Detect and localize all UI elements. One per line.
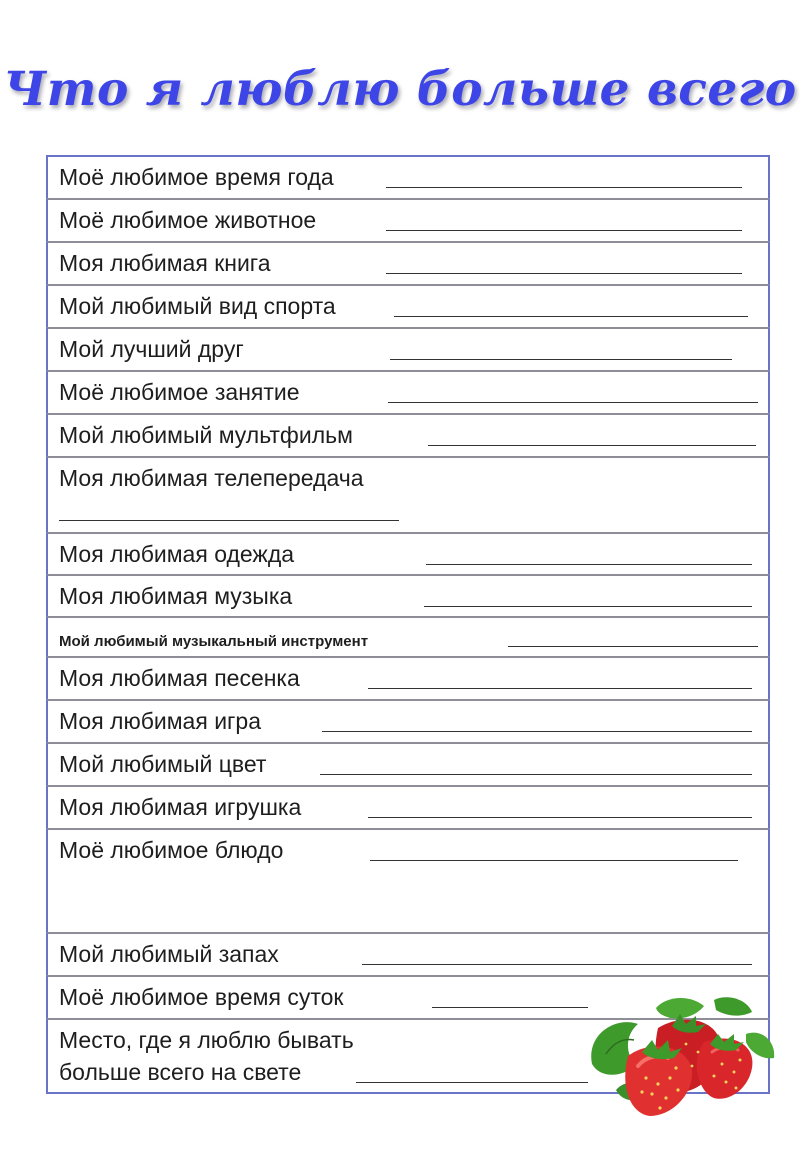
row-cartoon	[46, 413, 770, 456]
page-title: Что я люблю больше всего	[3, 62, 797, 117]
row-label: Мой лучший друг	[59, 336, 244, 362]
row-label: Мой любимый мультфильм	[59, 422, 353, 448]
row-dish	[46, 828, 770, 932]
answer-line[interactable]	[368, 688, 752, 689]
row-label: Мой любимый запах	[59, 941, 279, 967]
answer-line[interactable]	[388, 402, 758, 403]
strawberry-icon	[586, 994, 778, 1118]
row-sport	[46, 284, 770, 327]
row-label: Моя любимая одежда	[59, 541, 295, 567]
answer-line[interactable]	[426, 564, 752, 565]
row-smell	[46, 932, 770, 975]
row-label: Моё любимое время суток	[59, 984, 344, 1010]
row-label: Моё любимое время года	[59, 164, 334, 190]
row-label-line1: Место, где я люблю бывать	[59, 1027, 354, 1053]
answer-line[interactable]	[356, 1082, 588, 1083]
answer-line[interactable]	[370, 860, 738, 861]
answer-line[interactable]	[428, 445, 756, 446]
row-friend	[46, 327, 770, 370]
row-instrument	[46, 616, 770, 656]
row-label: Мой любимый вид спорта	[59, 293, 336, 319]
row-label: Мой любимый музыкальный инструмент	[59, 633, 369, 650]
row-label: Моё любимое занятие	[59, 379, 300, 405]
answer-line[interactable]	[362, 964, 752, 965]
row-label: Моя любимая музыка	[59, 583, 293, 609]
row-song	[46, 656, 770, 699]
row-label: Моя любимая игра	[59, 708, 262, 734]
answer-line[interactable]	[368, 817, 752, 818]
answer-line[interactable]	[508, 646, 758, 647]
row-clothes	[46, 532, 770, 574]
answer-line[interactable]	[386, 230, 742, 231]
row-label: Моя любимая песенка	[59, 665, 300, 691]
row-activity	[46, 370, 770, 413]
answer-line[interactable]	[424, 606, 752, 607]
answer-line[interactable]	[432, 1007, 588, 1008]
row-toy	[46, 785, 770, 828]
row-label: Моё любимое блюдо	[59, 837, 284, 863]
answer-line[interactable]	[390, 359, 732, 360]
answer-line[interactable]	[320, 774, 752, 775]
row-label-line2: больше всего на свете	[59, 1059, 302, 1085]
answer-line[interactable]	[322, 731, 752, 732]
row-label: Мой любимый цвет	[59, 751, 267, 777]
questionnaire-table	[46, 155, 770, 1094]
row-tv-show	[46, 456, 770, 532]
answer-line[interactable]	[59, 520, 399, 521]
row-label: Моя любимая телепередача	[59, 465, 364, 491]
answer-line[interactable]	[386, 187, 742, 188]
row-label: Моя любимая игрушка	[59, 794, 302, 820]
row-label: Моя любимая книга	[59, 250, 271, 276]
row-book	[46, 241, 770, 284]
row-season	[46, 155, 770, 198]
row-music	[46, 574, 770, 616]
answer-line[interactable]	[386, 273, 742, 274]
answer-line[interactable]	[394, 316, 748, 317]
row-label: Моё любимое животное	[59, 207, 317, 233]
row-color	[46, 742, 770, 785]
row-animal	[46, 198, 770, 241]
row-game	[46, 699, 770, 742]
